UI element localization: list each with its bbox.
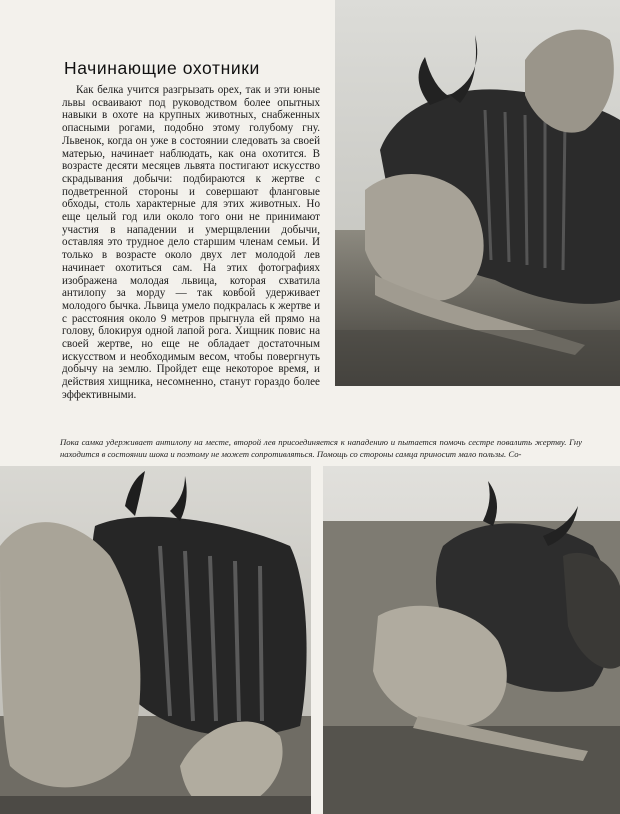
photo-lions-pull-down-prey <box>323 466 620 814</box>
photo-lioness-holding-wildebeest <box>335 0 620 386</box>
article-body: Как белка учится разгрызать орех, так и эти юные львы осваивают под руководством более опытных навыки в охоте на крупных животных, снабженных опасными рогами, подобно этому голубому гну. Львенок, когда он уже в состоянии следовать за своей матерью, начинает наблюдать, как она охотится. В возрасте десяти месяцев львята постигают искусство скрадывания добычи: подбираются к жертве с подветренной стороны и совершают фланговые обходы, столь характерные для этих животных. Но еще целый год или около того они не принимают участия в нападении и умерщвлении добычи, оставляя это трудное дело старшим членам семьи. И только в возрасте около двух лет молодой лев начинает охотиться сам. На этих фотографиях изображена молодая львица, которая схватила антилопу за морду — так ковбой удерживает молодого бычка. Львица умело подкралась к жертве и с расстояния около 9 метров прыгнула ей прямо на голову, блокируя одной лапой рога. Хищник повис на своей жертве, но еще не обладает достаточным искусством и необходимым весом, чтобы повергнуть добычу на землю. Пройдет еще некоторое время, и действия хищника, несомненно, станут гораздо более эффективными. <box>62 84 320 401</box>
photo-lion-joins-attack <box>0 466 311 814</box>
article-title: Начинающие охотники <box>64 58 260 78</box>
photo-caption: Пока самка удерживает антилопу на месте, второй лев присоединяется к нападению и пытается помочь сестре повалить жертву. Гну находится в состоянии шока и поэтому не может сопротивляться. Помощь со стороны самца приносит мало пользы. Со- <box>60 437 582 459</box>
